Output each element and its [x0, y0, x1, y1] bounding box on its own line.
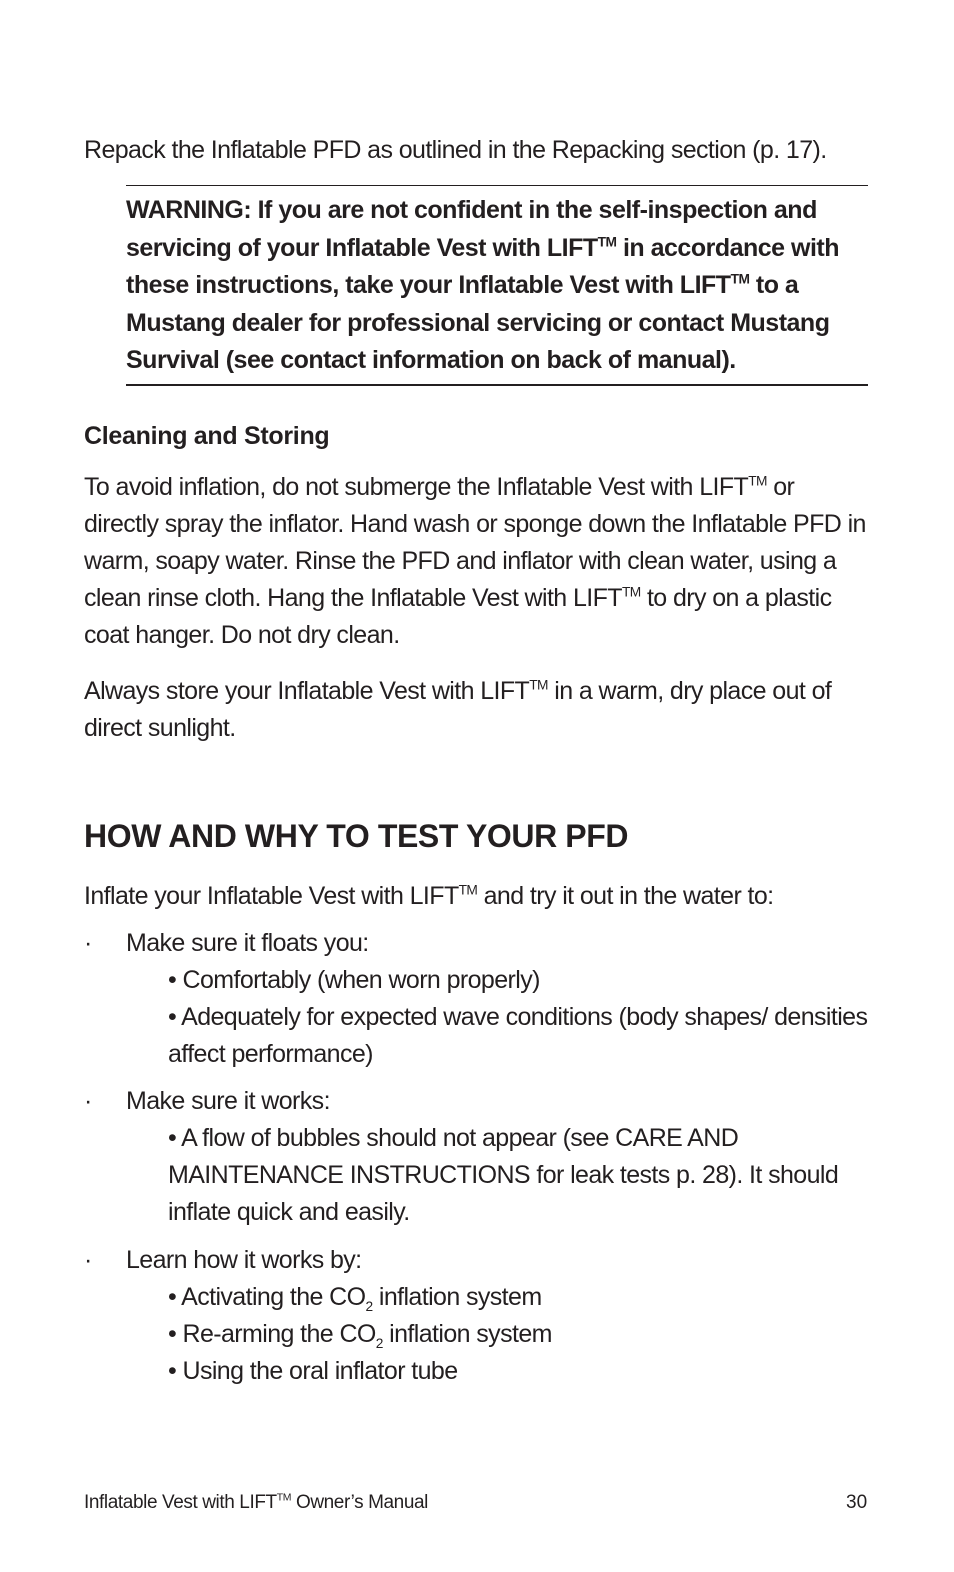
warning-text-3: to a Mustang dealer for professional servicing or contact Mustang Survival (see contact information on back of manual).: [126, 271, 830, 374]
cleaning-text-1: To avoid inflation, do not submerge the Inflatable Vest with LIFT: [84, 473, 749, 501]
sub-item: • A flow of bubbles should not appear (see CARE AND MAINTENANCE INSTRUCTIONS for leak tests p. 28). It should inflate quick and easily.: [168, 1124, 839, 1226]
test-list-item-3: [84, 1242, 874, 1390]
test-intro-text-2: and try it out in the water to:: [477, 882, 774, 910]
footer-text-1: Inflatable Vest with LIFT: [84, 1492, 277, 1513]
trademark-mark: TM: [458, 882, 478, 898]
test-heading: HOW AND WHY TO TEST YOUR PFD: [84, 818, 629, 854]
test-intro: [84, 878, 874, 915]
test-list-item-1: [84, 925, 874, 1073]
trademark-mark: TM: [621, 584, 641, 600]
sub-item: • Adequately for expected wave conditions (body shapes/ densities affect performance): [168, 1003, 868, 1068]
sub-item: • Comfortably (when worn properly): [168, 966, 540, 994]
sub-item-text: inflation system: [372, 1283, 542, 1311]
test-intro-text-1: Inflate your Inflatable Vest with LIFT: [84, 882, 459, 910]
sub-item-text: • Activating the CO: [168, 1283, 366, 1311]
cleaning-text-3: to dry on a plastic coat hanger. Do not dry clean.: [84, 584, 832, 649]
sub-item: [84, 1279, 874, 1316]
warning-box: [126, 185, 868, 386]
trademark-mark: TM: [597, 234, 617, 250]
list-item-label: Learn how it works by:: [126, 1246, 362, 1274]
storing-paragraph: [84, 673, 874, 747]
warning-text-1: WARNING: If you are not confident in the self-inspection and servicing of your Inflatable Vest with LIFT: [126, 196, 817, 262]
cleaning-heading: Cleaning and Storing: [84, 422, 330, 450]
sub-item-text: • Re-arming the CO: [168, 1320, 376, 1348]
bullet-dot: ·: [84, 929, 92, 957]
trademark-mark: TM: [529, 677, 548, 693]
trademark-mark: TM: [748, 473, 767, 489]
trademark-mark: TM: [276, 1492, 292, 1504]
warning-text-2: in accordance with these instructions, take your Inflatable Vest with LIFT: [126, 233, 840, 299]
subscript-two: 2: [375, 1336, 383, 1351]
cleaning-text-2: or directly spray the inflator. Hand wash or sponge down the Inflatable PFD in warm, soapy water. Rinse the PFD and inflator with clean water, using a clean rinse cloth. Hang the Inflatable Vest with LIFT: [84, 473, 866, 612]
cleaning-paragraph: [84, 469, 874, 654]
test-list-item-2: [84, 1083, 874, 1231]
sub-item-text: inflation system: [382, 1320, 552, 1348]
storing-text-2: in a warm, dry place out of direct sunlight.: [84, 677, 832, 742]
repack-paragraph: Repack the Inflatable PFD as outlined in the Repacking section (p. 17).: [84, 136, 827, 164]
list-item-label: Make sure it floats you:: [126, 929, 369, 957]
footer-text-2: Owner’s Manual: [291, 1492, 428, 1513]
bullet-dot: ·: [84, 1246, 92, 1274]
page-number: 30: [846, 1492, 868, 1513]
sub-item: [84, 1316, 874, 1353]
storing-text-1: Always store your Inflatable Vest with LIFT: [84, 677, 530, 705]
bullet-dot: ·: [84, 1087, 92, 1115]
sub-item: • Using the oral inflator tube: [168, 1357, 458, 1385]
footer-title: [84, 1492, 428, 1514]
subscript-two: 2: [365, 1299, 373, 1314]
list-item-label: Make sure it works:: [126, 1087, 330, 1115]
trademark-mark: TM: [730, 271, 750, 287]
